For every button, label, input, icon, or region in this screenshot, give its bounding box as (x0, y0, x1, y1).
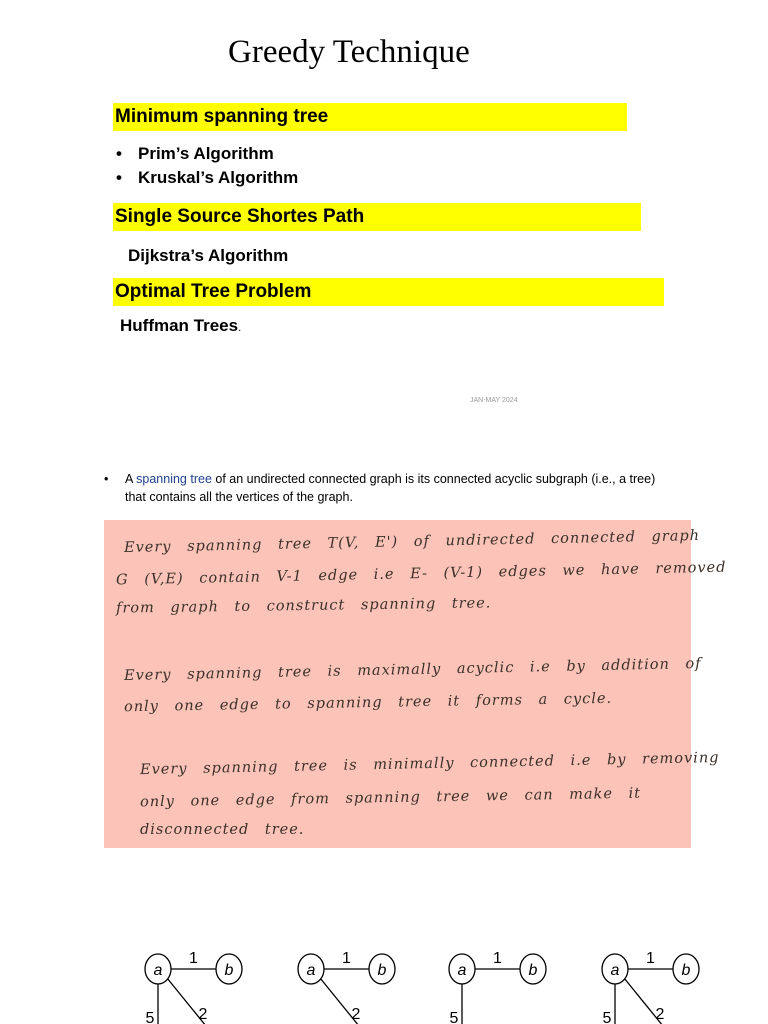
footer-date: JAN-MAY 2024 (470, 397, 518, 404)
otp-item (120, 316, 241, 336)
handwritten-line: disconnected tree. (140, 822, 305, 838)
sssp-algorithm: Dijkstra’s Algorithm (128, 246, 289, 265)
graph-edge-weight: 2 (655, 1006, 665, 1023)
otp-item-suffix: . (238, 322, 242, 334)
handwritten-line: Every spanning tree T(V, E') of undirected connected graph (123, 527, 701, 557)
list-item (116, 142, 298, 166)
handwritten-line: Every spanning tree is minimally connected i.e by removing (139, 749, 720, 779)
handwritten-line: Every spanning tree is maximally acyclic i.e by addition of (123, 655, 702, 685)
graph-node-label: a (610, 962, 620, 979)
list-item (116, 166, 298, 190)
graph-node-label: b (224, 962, 234, 979)
graph-edge-weight: 2 (351, 1006, 361, 1023)
graph-node-label: a (153, 962, 163, 979)
handwritten-line: G (V,E) contain V-1 edge i.e E- (V-1) edges we have removed (115, 559, 727, 589)
bullet-icon: • (104, 472, 109, 486)
definition-term: spanning tree (136, 472, 212, 486)
mst-algorithm-list (116, 142, 298, 190)
definition-line-1: of an undirected connected graph is its connected acyclic subgraph (i.e., a tree) (215, 472, 656, 486)
graph-edge-weight: 1 (189, 950, 198, 967)
graph-edge-weight: 1 (342, 950, 351, 967)
spanning-tree-diagrams (0, 930, 768, 1024)
spanning-tree-definition (104, 470, 694, 506)
section-heading-otp: Optimal Tree Problem (113, 278, 664, 306)
graph-edge-weight: 1 (646, 950, 655, 967)
handwritten-line: only one edge to spanning tree it forms a cycle. (123, 690, 613, 716)
handwritten-line: only one edge from spanning tree we can make it (139, 785, 642, 811)
bullet-icon: • (116, 144, 122, 163)
graph-edge-weight: 5 (602, 1010, 612, 1024)
graph-edge-weight: 1 (493, 950, 502, 967)
page-title: Greedy Technique (228, 34, 470, 70)
list-item-label: Kruskal’s Algorithm (138, 168, 299, 187)
graph-node-label: a (457, 962, 467, 979)
bullet-icon: • (116, 168, 122, 187)
definition-text (125, 470, 694, 506)
graph-edge-weight: 2 (198, 1006, 208, 1023)
section-heading-sssp: Single Source Shortes Path (113, 203, 641, 231)
otp-item-label: Huffman Trees (120, 316, 239, 335)
graph-edge-weight: 5 (449, 1010, 459, 1024)
graph-edge-weight: 5 (145, 1010, 155, 1024)
definition-prefix: A (125, 472, 133, 486)
graph-node-label: a (306, 962, 316, 979)
graph-node-label: b (528, 962, 538, 979)
graph-node-label: b (377, 962, 387, 979)
handwritten-notes-panel (104, 520, 727, 848)
definition-line-2: that contains all the vertices of the graph. (125, 490, 353, 504)
handwritten-line: from graph to construct spanning tree. (115, 595, 492, 617)
section-heading-mst: Minimum spanning tree (113, 103, 627, 131)
list-item-label: Prim’s Algorithm (138, 144, 274, 163)
graph-node-label: b (681, 962, 691, 979)
